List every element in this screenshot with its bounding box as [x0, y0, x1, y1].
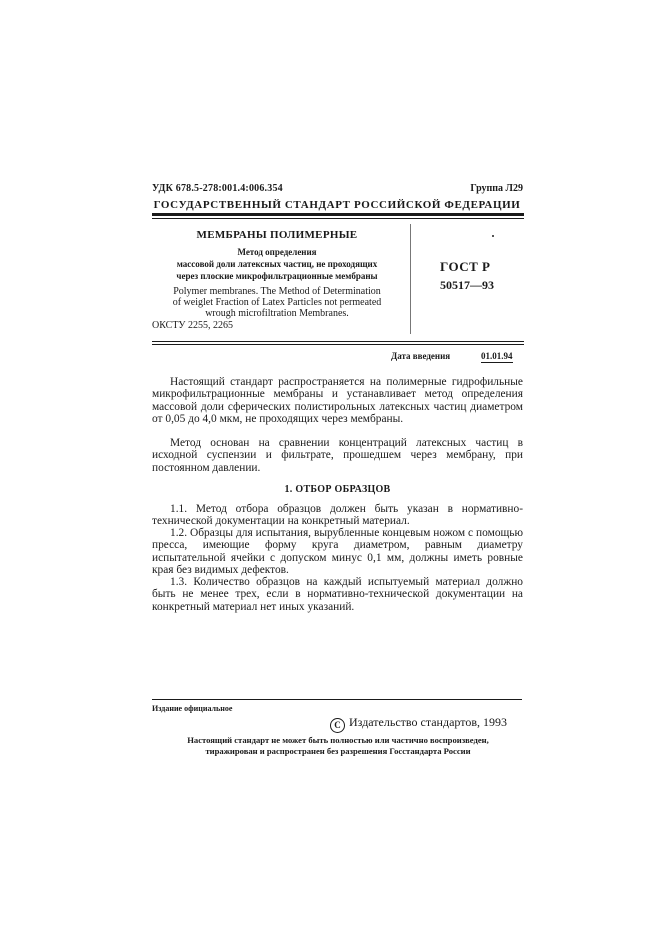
group-code: Группа Л29: [470, 183, 523, 194]
method-line-3: через плоские микрофильтрационные мембраны: [176, 271, 378, 281]
state-standard-title: ГОСУДАРСТВЕННЫЙ СТАНДАРТ РОССИЙСКОЙ ФЕДЕРАЦИИ: [153, 199, 521, 211]
footer-rule: [152, 699, 522, 700]
clause-1-1: 1.1. Метод отбора образцов должен быть указан в нормативно-технической документации на конкретный материал.: [152, 503, 523, 528]
header-rule-thin: [152, 218, 524, 219]
oksty-code: ОКСТУ 2255, 2265: [152, 320, 234, 331]
copyright-line: [330, 715, 507, 733]
english-line-3: wrough microfiltration Membranes.: [205, 308, 349, 319]
legal-line-2: тиражирован и распространен без разрешения Госстандарта России: [205, 746, 471, 756]
gost-number: 50517—93: [440, 278, 494, 292]
method-title: [152, 246, 402, 282]
legal-notice: [152, 735, 524, 757]
gost-label: ГОСТ Р: [440, 259, 491, 274]
scan-speck: [492, 235, 494, 237]
english-line-2: of weiglet Fraction of Latex Particles not permeated: [172, 297, 382, 308]
document-title: МЕМБРАНЫ ПОЛИМЕРНЫЕ: [196, 229, 358, 241]
title-rule-2: [152, 344, 524, 345]
copyright-text: Издательство стандартов, 1993: [349, 715, 507, 729]
udk-code: УДК 678.5-278:001.4:006.354: [152, 183, 283, 194]
title-block-divider: [410, 224, 411, 334]
legal-line-1: Настоящий стандарт не может быть полностью или частично воспроизведен,: [187, 735, 489, 745]
method-line-2: массовой доли латексных частиц, не проходящих: [176, 259, 378, 269]
section-heading: 1. ОТБОР ОБРАЗЦОВ: [284, 484, 391, 495]
official-edition-label: Издание официальное: [152, 704, 233, 713]
effective-date-value: 01.01.94: [481, 351, 513, 361]
copyright-icon: C: [330, 718, 345, 733]
header-rule-thick: [152, 213, 524, 216]
clause-1-2: 1.2. Образцы для испытания, вырубленные концевым ножом с помощью пресса, имеющие форму круга диаметром, равным диаметру испытательной ячейки с допуском минус 0,1 мм, должны иметь ровные края без видимых дефектов.: [152, 527, 523, 577]
method-basis-paragraph: Метод основан на сравнении концентраций латексных частиц в исходной суспензии и фильтрате, прошедшем через мембрану, при постоянном давлении.: [152, 437, 523, 474]
intro-paragraph: Настоящий стандарт распространяется на полимерные гидрофильные микрофильтрационные мембраны и устанавливает метод определения массовой доли сферических полистирольных латексных частиц диаметром от 0,05 до 4,0 мкм, не проходящих через мембраны.: [152, 376, 523, 426]
clause-1-3: 1.3. Количество образцов на каждый испытуемый материал должно быть не менее трех, если в нормативно-технической документации на конкретный материал нет иных указаний.: [152, 576, 523, 613]
english-title: [152, 286, 402, 319]
english-line-1: Polymer membranes. The Method of Determination: [173, 286, 381, 297]
title-rule-1: [152, 341, 524, 342]
effective-date-label: Дата введения: [391, 351, 451, 361]
method-line-1: Метод определения: [237, 247, 317, 257]
